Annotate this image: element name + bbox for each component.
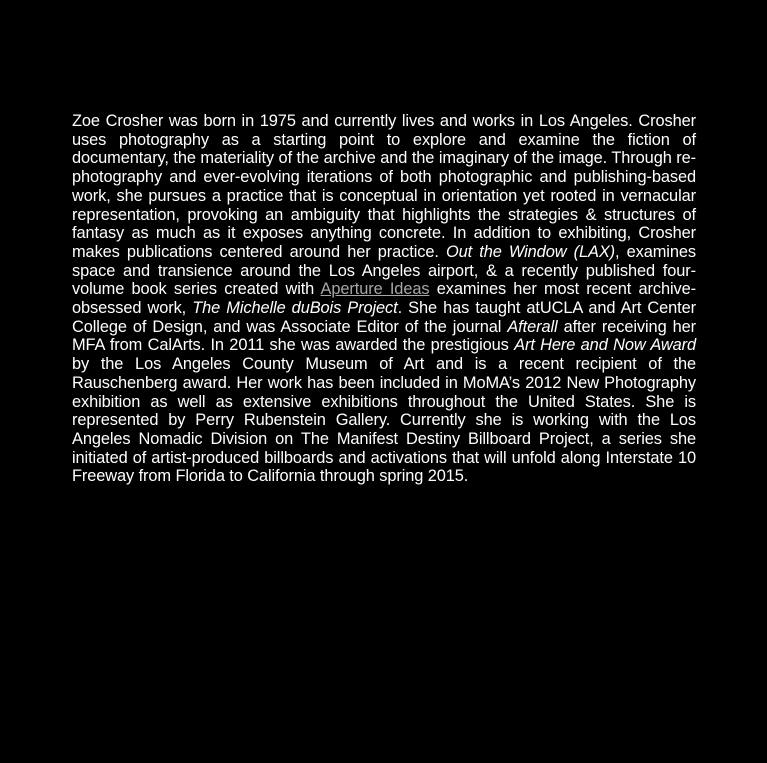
title-art-here-and-now-award: Art Here and Now Award xyxy=(514,336,696,355)
bio-text-intro: Zoe Crosher was born in 1975 and currently lives and works in Los Angeles. Crosher uses photography as a starting point to explore and examine the fiction of documentary, the materiality of the archive and the imaginary of the image. Through re-photography and ever-evolving iterations of both photographic and publishing-based work, she pursues a practice that is conceptual in orientation yet rooted in vernacular representation, provoking an ambiguity that highlights the strategies & structures of fantasy as much as it exposes anything concrete. In addition to exhibiting, Crosher makes publications centered around her practice. xyxy=(72,112,696,261)
bio-text-award: after receiving her MFA from CalArts. In 2011 she was awarded the prestigious xyxy=(72,317,697,355)
bio-text-archive-work: examines her most recent archive-obsessed work, xyxy=(72,280,697,318)
bio-text-teaching: . She has taught atUCLA and Art Center College of Design, and was Associate Editor of the journal xyxy=(72,299,696,336)
bio-text-book-series: , examines space and transience around the Los Angeles airport, & a recently published four-volume book series created with xyxy=(72,242,696,299)
aperture-ideas-link[interactable]: Aperture Ideas xyxy=(320,280,430,299)
title-michelle-dubois-project: The Michelle duBois Project xyxy=(192,299,398,318)
artist-bio-paragraph xyxy=(72,112,696,486)
title-afterall: Afterall xyxy=(507,317,558,336)
title-out-the-window: Out the Window (LAX) xyxy=(445,242,616,261)
bio-text-closing: by the Los Angeles County Museum of Art and is a recent recipient of the Rauschenberg award. Her work has been included in MoMA’s 2012 New Photography exhibition as well as extensive exhibitions throughout the United States. She is represented by Perry Rubenstein Gallery. Currently she is working with the Los Angeles Nomadic Division on The Manifest Destiny Billboard Project, a series she initiated of artist-produced billboards and activations that will unfold along Interstate 10 Freeway from Florida to California through spring 2015. xyxy=(72,355,696,486)
